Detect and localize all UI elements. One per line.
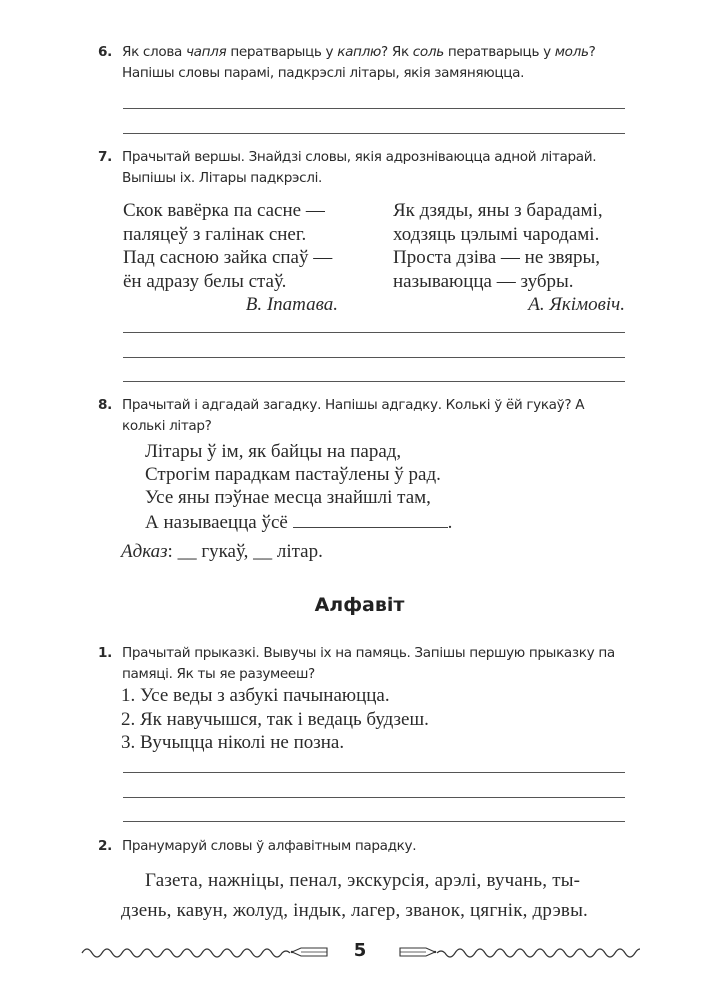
wavy-line-left-icon	[82, 949, 290, 957]
answer-label: Адказ	[121, 541, 168, 562]
proverb: 1. Усе веды з азбукі пачынаюцца.	[121, 685, 390, 706]
poem-author: А. Якімовіч.	[528, 294, 625, 315]
riddle-line-answer: А называецца ўсё .	[145, 512, 453, 533]
poem-line: ён адразу белы стаў.	[123, 270, 287, 292]
task-text: Пранумаруй словы ў алфавітным парадку.	[122, 838, 417, 854]
answer-line[interactable]	[123, 381, 625, 382]
riddle-line: Строгім парадкам пастаўлены ў рад.	[145, 464, 441, 485]
pencil-icon	[291, 948, 327, 956]
task-number: 1.	[98, 645, 112, 661]
wavy-line-right-icon	[437, 949, 640, 957]
page-footer	[80, 928, 640, 968]
section-title: Алфавіт	[314, 594, 405, 616]
task-number: 8.	[98, 397, 112, 413]
answer-line[interactable]	[123, 797, 625, 798]
answer-blanks[interactable]: : __ гукаў, __ літар.	[167, 541, 323, 562]
task-8	[98, 395, 628, 437]
poem-left	[123, 199, 338, 317]
answer-line-8	[121, 540, 323, 564]
words-line: Газета, нажніцы, пенал, экскурсія, арэлі, вучань, ты-	[145, 870, 581, 891]
words-paragraph	[121, 866, 626, 926]
proverbs-list	[121, 684, 429, 755]
poem-line: Як дзяды, яны з барадамі,	[393, 200, 603, 221]
pencil-icon	[400, 948, 436, 956]
task-7	[98, 147, 628, 189]
proverb: 2. Як навучышся, так і ведаць будзеш.	[121, 708, 429, 730]
task-6	[98, 42, 628, 84]
riddle-answer-blank[interactable]	[293, 513, 448, 528]
riddle	[145, 440, 452, 534]
poem-author: В. Іпатава.	[245, 294, 338, 315]
answer-line[interactable]	[123, 821, 625, 822]
task-text: Прачытай прыказкі. Вывучы іх на памяць. Запішы першую прыказку па памяці. Як ты яе разумееш?	[122, 645, 615, 682]
poem-line: паляцеў з галінак снег.	[123, 223, 307, 245]
poem-right	[393, 199, 625, 317]
answer-line[interactable]	[123, 108, 625, 109]
task-text: Як слова чапля ператварыць у каплю? Як соль ператварыць у моль? Напішы словы парамі, падкрэслі літары, якія замяняюцца.	[122, 44, 596, 81]
poem-line: Скок вавёрка па сасне —	[123, 200, 325, 221]
task-text: Прачытай вершы. Знайдзі словы, якія адрозніваюцца адной літарай. Выпішы іх. Літары падкрэслі.	[122, 149, 597, 186]
answer-line[interactable]	[123, 357, 625, 358]
task-number: 7.	[98, 149, 112, 165]
task-number: 2.	[98, 838, 112, 854]
words-line: дзень, кавун, жолуд, індык, лагер, званок, цягнік, дрэвы.	[121, 900, 589, 921]
poem-line: Пад сасною зайка спаў —	[123, 247, 333, 268]
page-number: 5	[353, 940, 367, 961]
poem-line: Проста дзіва — не звяры,	[393, 247, 601, 268]
answer-line[interactable]	[123, 772, 625, 773]
proverb: 3. Вучыцца ніколі не позна.	[121, 732, 345, 753]
answer-line[interactable]	[123, 332, 625, 333]
poem-line: называюцца — зубры.	[393, 270, 574, 292]
task-text: Прачытай і адгадай загадку. Напішы адгадку. Колькі ў ёй гукаў? А колькі літар?	[122, 397, 585, 434]
riddle-line: Літары ў ім, як байцы на парад,	[145, 441, 402, 462]
answer-line[interactable]	[123, 133, 625, 134]
task-number: 6.	[98, 44, 112, 60]
alphabet-task-2	[98, 836, 628, 857]
riddle-line: Усе яны пэўнае месца знайшлі там,	[145, 487, 431, 508]
alphabet-task-1	[98, 643, 628, 685]
poem-line: ходзяць цэлымі чародамі.	[393, 223, 600, 245]
